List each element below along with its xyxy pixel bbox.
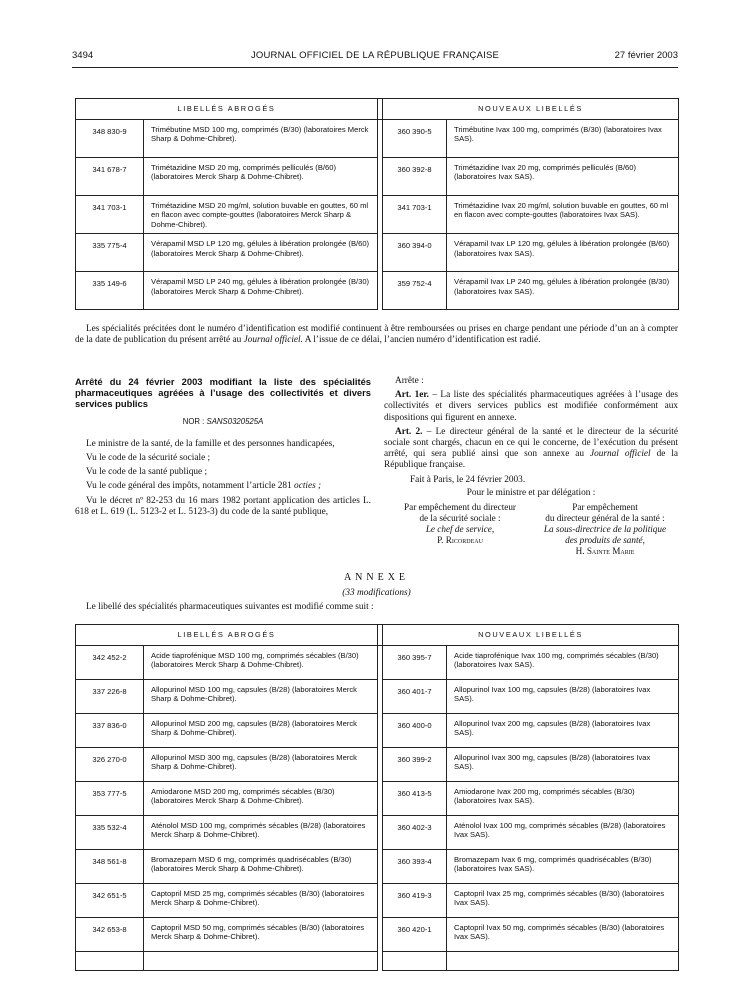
vu-decret: Vu le décret nº 82-253 du 16 mars 1982 portant application des articles L. 618 et L. 619 (L. 5123-2 et L. 5123-3) du code de la santé publique,: [75, 495, 371, 517]
article-1-text: – La liste des spécialités pharmaceutiques agréées à l’usage des collectivités et divers services publics est modifiée conformément aux dispositions qui figurent en annexe.: [384, 390, 678, 423]
sig-right-line-1: Par empêchement: [572, 502, 638, 512]
article-2-label: Art. 2.: [395, 426, 423, 437]
new-label: Trimétazidine Ivax 20 mg, comprimés pelliculés (B/60) (laboratoires Ivax SAS).: [447, 158, 679, 196]
new-label: Trimétazidine Ivax 20 mg/ml, solution buvable en gouttes, 60 ml en flacon avec compte-gouttes (laboratoires Ivax SAS).: [447, 196, 679, 234]
arrete-label: Arrête :: [395, 376, 424, 386]
article-2-journal: Journal officiel: [589, 449, 651, 460]
note-journal-italic: Journal officiel.: [243, 335, 303, 345]
old-label: Trimébutine MSD 100 mg, comprimés (B/30) (laboratoires Merck Sharp & Dohme-Chibret).: [144, 120, 378, 158]
old-label: Amiodarone MSD 200 mg, comprimés sécables (B/30) (laboratoires Merck Sharp & Dohme-Chibret).: [144, 782, 378, 816]
nor-code: SANS0320525A: [206, 416, 264, 426]
empty-cell: [76, 952, 144, 971]
annexe-subtitle: (33 modifications): [342, 588, 411, 598]
vu-sante-publique: Vu le code de la santé publique ;: [86, 467, 208, 478]
sig-left-line-1: Par empêchement du directeur: [404, 502, 516, 512]
identification-note: [75, 324, 678, 346]
old-code: 337 836-0: [76, 714, 144, 748]
new-label: Captopril Ivax 25 mg, comprimés sécables (B/30) (laboratoires Ivax SAS).: [447, 884, 679, 918]
header-nouveaux-libelles: NOUVEAUX LIBELLÉS: [383, 625, 679, 646]
arrete-title: Arrêté du 24 février 2003 modifiant la liste des spécialités pharmaceutiques agréées à l’usage des collectivités et divers services publics: [75, 376, 371, 410]
new-label: Aténolol Ivax 100 mg, comprimés sécables (B/28) (laboratoires Ivax SAS).: [447, 816, 679, 850]
annexe-intro: Le libellé des spécialités pharmaceutiques suivantes est modifié comme suit :: [86, 602, 374, 612]
table-row: [76, 646, 679, 680]
table-libelles-1: [75, 98, 679, 310]
article-2-text: – Le directeur général de la santé et le directeur de la sécurité sociale sont chargés, chacun en ce qui le concerne, de l’exécution du présent arrêté, qui sera publié ainsi que son annexe au: [384, 426, 678, 460]
table-body: [76, 646, 679, 971]
new-label: Bromazepam Ivax 6 mg, comprimés quadrisécables (B/30) (laboratoires Ivax SAS).: [447, 850, 679, 884]
nor-label: NOR :: [182, 416, 207, 426]
old-code: 348 561-8: [76, 850, 144, 884]
signature-right: [520, 502, 690, 557]
old-code: 341 678-7: [76, 158, 144, 196]
annexe-title: ANNEXE: [343, 572, 410, 583]
new-code: 341 703-1: [383, 196, 447, 234]
old-label: Captopril MSD 50 mg, comprimés sécables (B/30) (laboratoires Merck Sharp & Dohme-Chibret).: [144, 918, 378, 952]
table-row: [76, 850, 679, 884]
table-row: [76, 234, 679, 272]
old-label: Vérapamil MSD LP 120 mg, gélules à libération prolongée (B/60) (laboratoires Merck Sharp & Dohme-Chibret).: [144, 234, 378, 272]
new-code: 360 390-5: [383, 120, 447, 158]
sig-right-line-2: du directeur général de la santé :: [545, 513, 665, 523]
old-label: Acide tiaprofénique MSD 100 mg, comprimés sécables (B/30) (laboratoires Merck Sharp & Dohme-Chibret).: [144, 646, 378, 680]
old-label: Aténolol MSD 100 mg, comprimés sécables (B/28) (laboratoires Merck Sharp & Dohme-Chibret).: [144, 816, 378, 850]
sig-left-line-2: de la sécurité sociale :: [419, 513, 501, 523]
old-code: 326 270-0: [76, 748, 144, 782]
table-row: [76, 196, 679, 234]
table-row: [76, 680, 679, 714]
header-nouveaux-libelles: NOUVEAUX LIBELLÉS: [383, 99, 679, 120]
sig-right-line-4: des produits de santé,: [565, 535, 645, 545]
article-1: [384, 390, 678, 424]
table-row: [76, 816, 679, 850]
minister-line: Le ministre de la santé, de la famille et des personnes handicapées,: [86, 438, 335, 449]
table-body: [76, 120, 679, 310]
new-label: Vérapamil Ivax LP 240 mg, gélules à libération prolongée (B/30) (laboratoires Ivax SAS).: [447, 272, 679, 310]
old-code: 342 651-5: [76, 884, 144, 918]
signature-left: [380, 502, 540, 546]
old-label: Vérapamil MSD LP 240 mg, gélules à libération prolongée (B/30) (laboratoires Merck Sharp & Dohme-Chibret).: [144, 272, 378, 310]
new-label: Amiodarone Ivax 200 mg, comprimés sécables (B/30) (laboratoires Ivax SAS).: [447, 782, 679, 816]
old-code: 353 777-5: [76, 782, 144, 816]
table-row: [76, 714, 679, 748]
new-label: Trimébutine Ivax 100 mg, comprimés (B/30) (laboratoires Ivax SAS).: [447, 120, 679, 158]
table-row: [76, 158, 679, 196]
new-label: Allopurinol Ivax 200 mg, capsules (B/28) (laboratoires Ivax SAS).: [447, 714, 679, 748]
old-code: 335 532-4: [76, 816, 144, 850]
old-label: Captopril MSD 25 mg, comprimés sécables (B/30) (laboratoires Merck Sharp & Dohme-Chibret).: [144, 884, 378, 918]
old-code: 335 149-6: [76, 272, 144, 310]
header-rule: [72, 67, 678, 68]
delegation-line: Pour le ministre et par délégation :: [466, 487, 596, 498]
new-code: 360 392-8: [383, 158, 447, 196]
article-2-end: de la République française.: [384, 449, 678, 471]
issue-date: 27 février 2003: [614, 50, 678, 61]
note-text-1: Les spécialités précitées dont le numéro d’identification est modifié continuent à être remboursées ou prises en charge pendant une période d’un an à compter de la date de publication du présent arrêté au: [75, 324, 678, 345]
table-row: [76, 782, 679, 816]
table-row: [76, 272, 679, 310]
table-row: [76, 918, 679, 952]
new-label: Allopurinol Ivax 100 mg, capsules (B/28) (laboratoires Ivax SAS).: [447, 680, 679, 714]
fait-a-paris: Fait à Paris, le 24 février 2003.: [410, 474, 526, 485]
arrete-right-column: [384, 376, 678, 501]
article-2: [384, 427, 678, 472]
new-code: 360 413-5: [383, 782, 447, 816]
table-row: [76, 120, 679, 158]
sig-right-name: H. Sainte Marie: [575, 546, 635, 556]
new-code: 360 420-1: [383, 918, 447, 952]
new-code: 360 401-7: [383, 680, 447, 714]
old-label: Allopurinol MSD 100 mg, capsules (B/28) (laboratoires Merck Sharp & Dohme-Chibret).: [144, 680, 378, 714]
empty-cell: [383, 952, 447, 971]
arrete-left-column: [75, 376, 371, 518]
old-label: Allopurinol MSD 300 mg, capsules (B/28) (laboratoires Merck Sharp & Dohme-Chibret).: [144, 748, 378, 782]
new-label: Vérapamil Ivax LP 120 mg, gélules à libération prolongée (B/60) (laboratoires Ivax SAS).: [447, 234, 679, 272]
old-code: 335 775-4: [76, 234, 144, 272]
old-label: Bromazepam MSD 6 mg, comprimés quadrisécables (B/30) (laboratoires Merck Sharp & Dohme-Chibret).: [144, 850, 378, 884]
vu-impots-text: Vu le code général des impôts, notamment l’article 281: [86, 481, 295, 492]
new-code: 360 402-3: [383, 816, 447, 850]
new-code: 360 419-3: [383, 884, 447, 918]
header-libelles-abroges: LIBELLÉS ABROGÉS: [76, 99, 378, 120]
article-1-label: Art. 1er.: [395, 390, 430, 401]
old-code: 337 226-8: [76, 680, 144, 714]
vu-impots-italic: octies ;: [294, 481, 322, 492]
old-label: Allopurinol MSD 200 mg, capsules (B/28) (laboratoires Merck Sharp & Dohme-Chibret).: [144, 714, 378, 748]
journal-title: JOURNAL OFFICIEL DE LA RÉPUBLIQUE FRANÇAISE: [250, 50, 500, 61]
old-label: Trimétazidine MSD 20 mg/ml, solution buvable en gouttes, 60 ml en flacon avec compte-gouttes (laboratoires Merck Sharp & Dohme-Chibret).: [144, 196, 378, 234]
table-libelles-2: [75, 624, 679, 971]
new-code: 360 395-7: [383, 646, 447, 680]
old-code: 341 703-1: [76, 196, 144, 234]
note-text-2: A l’issue de ce délai, l’ancien numéro d’identification est radié.: [302, 335, 541, 345]
header-libelles-abroges: LIBELLÉS ABROGÉS: [76, 625, 378, 646]
new-code: 360 394-0: [383, 234, 447, 272]
new-label: Acide tiaprofénique Ivax 100 mg, comprimés sécables (B/30) (laboratoires Ivax SAS).: [447, 646, 679, 680]
page-number: 3494: [72, 50, 94, 61]
old-label: Trimétazidine MSD 20 mg, comprimés pelliculés (B/60) (laboratoires Merck Sharp & Dohme-Chibret).: [144, 158, 378, 196]
new-code: 360 399-2: [383, 748, 447, 782]
sig-right-line-3: La sous-directrice de la politique: [543, 524, 667, 534]
vu-impots: [75, 481, 371, 492]
sig-left-name: P. Ricordeau: [437, 535, 483, 545]
new-label: Allopurinol Ivax 300 mg, capsules (B/28) (laboratoires Ivax SAS).: [447, 748, 679, 782]
table-row-continued: [76, 952, 679, 971]
new-label: Captopril Ivax 50 mg, comprimés sécables (B/30) (laboratoires Ivax SAS).: [447, 918, 679, 952]
old-code: 342 653-8: [76, 918, 144, 952]
running-header: [72, 50, 678, 64]
nor-reference: [75, 416, 371, 427]
old-code: 342 452-2: [76, 646, 144, 680]
table-row: [76, 748, 679, 782]
table-header-row: [76, 625, 679, 646]
empty-cell: [144, 952, 378, 971]
old-code: 348 830-9: [76, 120, 144, 158]
new-code: 360 393-4: [383, 850, 447, 884]
new-code: 360 400-0: [383, 714, 447, 748]
table-row: [76, 884, 679, 918]
new-code: 359 752-4: [383, 272, 447, 310]
table-header-row: [76, 99, 679, 120]
vu-securite-sociale: Vu le code de la sécurité sociale ;: [86, 453, 211, 464]
empty-cell: [447, 952, 679, 971]
sig-left-line-3: Le chef de service,: [425, 524, 495, 534]
